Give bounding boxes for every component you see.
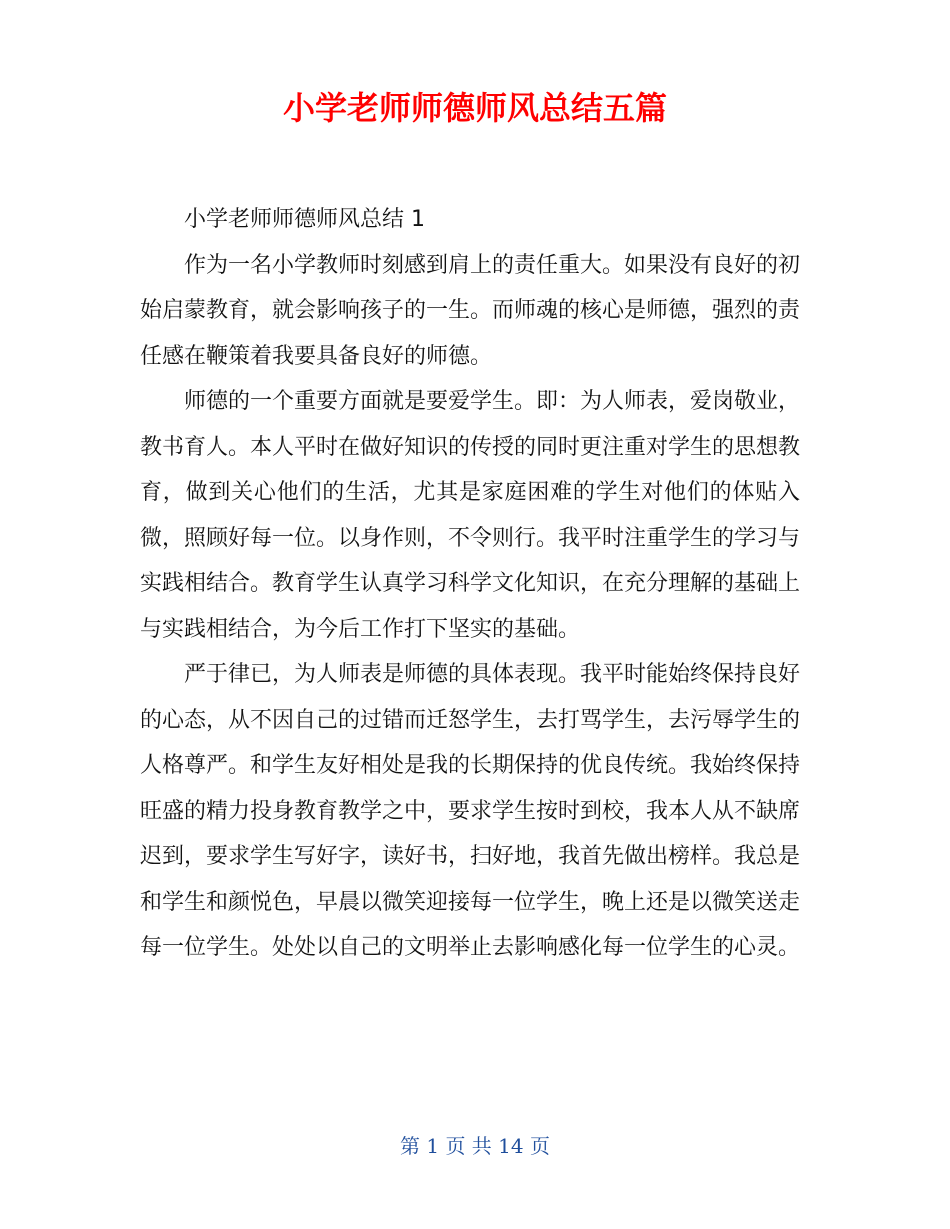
paragraph-2: 师德的一个重要方面就是要爱学生。即：为人师表，爱岗敬业，教书育人。本人平时在做好知识的传授的同时更注重对学生的思想教育，做到关心他们的生活，尤其是家庭困难的学生对他们的体贴入微，照顾好每一位。以身作则，不令则行。我平时注重学生的学习与实践相结合。教育学生认真学习科学文化知识，在充分理解的基础上与实践相结合，为今后工作打下坚实的基础。 bbox=[140, 389, 801, 642]
paragraph-3: 严于律已，为人师表是师德的具体表现。我平时能始终保持良好的心态，从不因自己的过错而迁怒学生，去打骂学生，去污辱学生的人格尊严。和学生友好相处是我的长期保持的优良传统。我始终保持旺盛的精力投身教育教学之中，要求学生按时到校，我本人从不缺席迟到，要求学生写好字，读好书，扫好地，我首先做出榜样。我总是和学生和颜悦色，早晨以微笑迎接每一位学生，晚上还是以微笑送走每一位学生。处处以自己的文明举止去影响感化每一位学生的心灵。 bbox=[140, 662, 801, 960]
page-footer: 第 1 页 共 14 页 bbox=[400, 1134, 550, 1158]
section-heading: 小学老师师德师风总结 1 bbox=[184, 207, 425, 232]
paragraph-1: 作为一名小学教师时刻感到肩上的责任重大。如果没有良好的初始启蒙教育，就会影响孩子的一生。而师魂的核心是师德，强烈的责任感在鞭策着我要具备良好的师德。 bbox=[140, 252, 801, 369]
document-body bbox=[140, 197, 800, 971]
document-title: 小学老师师德师风总结五篇 bbox=[282, 89, 667, 127]
